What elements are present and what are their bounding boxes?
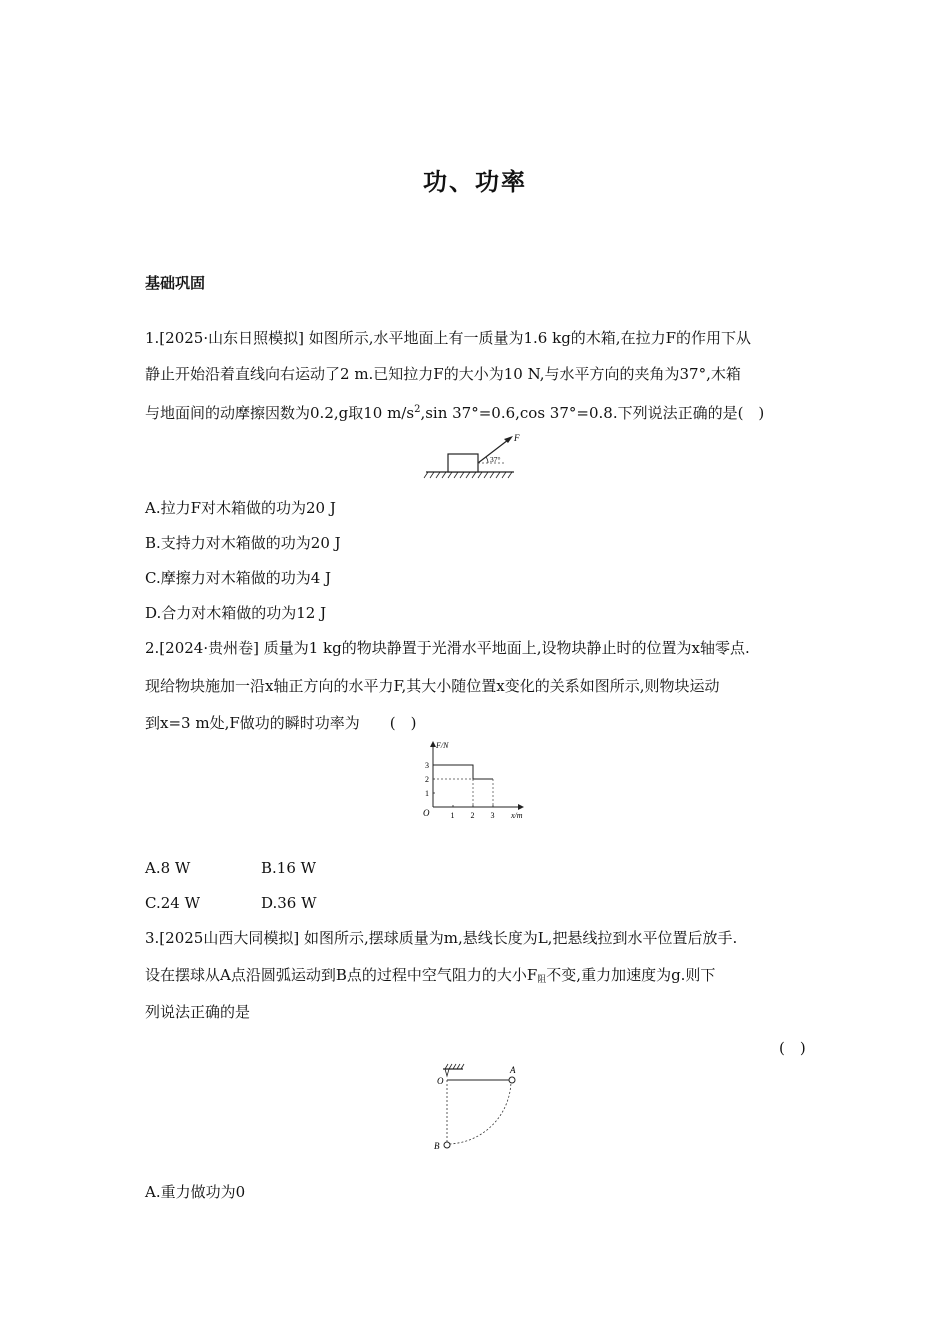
- q3-text-line1: 3.[2025山西大同模拟] 如图所示,摆球质量为m,悬线长度为L,把悬线拉到水平位置后放手.: [145, 929, 738, 947]
- arc-path: [447, 1080, 511, 1144]
- q2-option-c[interactable]: C.24 W: [145, 894, 200, 912]
- q3-option-a[interactable]: A.重力做功为0: [145, 1183, 246, 1201]
- point-b-label: B: [434, 1141, 440, 1151]
- q3-pendulum-figure: [425, 1062, 525, 1158]
- q2-option-d[interactable]: D.36 W: [261, 894, 317, 912]
- x-tick-label: 2: [470, 811, 475, 820]
- y-tick-label: 3: [425, 761, 429, 770]
- force-series-line: [433, 765, 493, 779]
- angle-label: 37°: [490, 455, 501, 464]
- q1-text-line3: 与地面间的动摩擦因数为0.2,g取10 $m/s^2,\sin$ 37°=0.6,cos 37°=0.8.下列说法正确的是( ): [145, 404, 765, 422]
- q3-text-line2: 设在摆球从A点沿圆弧运动到B点的过程中空气阻力的大小$F_阻$不变,重力加速度为g.则下: [145, 966, 716, 985]
- wooden-box: [448, 454, 478, 472]
- ball-at-b: [444, 1142, 450, 1148]
- x-tick-label: 3: [490, 811, 495, 820]
- origin-label: O: [423, 808, 430, 818]
- x-axis-label: x/m: [511, 811, 523, 820]
- q1-option-b[interactable]: B.支持力对木箱做的功为20 J: [145, 534, 341, 552]
- q1-option-c[interactable]: C.摩擦力对木箱做的功为4 J: [145, 569, 332, 587]
- q1-figure-box-on-ground: [420, 428, 530, 482]
- point-a-label: A: [510, 1065, 516, 1075]
- q3-answer-bracket: ( ): [779, 1039, 806, 1057]
- x-tick-label: 1: [450, 811, 455, 820]
- force-position-chart: [415, 738, 535, 822]
- q1-text-line2: 静止开始沿着直线向右运动了2 m.已知拉力F的大小为10 N,与水平方向的夹角为37°,木箱: [145, 365, 741, 383]
- y-tick-label: 1: [425, 789, 429, 798]
- point-o-label: O: [437, 1076, 444, 1086]
- q2-option-b[interactable]: B.16 W: [261, 859, 317, 877]
- y-tick-label: 2: [425, 775, 429, 784]
- q2-text-line2: 现给物块施加一沿x轴正方向的水平力F,其大小随位置x变化的关系如图所示,则物块运动: [145, 677, 720, 695]
- q3-text-line3: 列说法正确的是: [145, 1003, 251, 1021]
- force-label: F: [514, 433, 520, 443]
- page-title: 功、功率: [423, 167, 527, 196]
- q2-text-line1: 2.[2024·贵州卷] 质量为1 kg的物块静置于光滑水平地面上,设物块静止时的位置为x轴零点.: [145, 639, 750, 657]
- section-heading: 基础巩固: [145, 274, 206, 292]
- q2-option-a[interactable]: A.8 W: [145, 859, 191, 877]
- q1-option-d[interactable]: D.合力对木箱做的功为12 J: [145, 604, 327, 622]
- q1-text-line1: 1.[2025·山东日照模拟] 如图所示,水平地面上有一质量为1.6 kg的木箱,在拉力F的作用下从: [145, 329, 751, 347]
- y-axis-label: F/N: [436, 741, 449, 750]
- ball-at-a: [509, 1077, 515, 1083]
- q2-text-line3: 到x=3 m处,F做功的瞬时功率为 ( ): [145, 714, 417, 732]
- q1-option-a[interactable]: A.拉力F对木箱做的功为20 J: [145, 499, 336, 517]
